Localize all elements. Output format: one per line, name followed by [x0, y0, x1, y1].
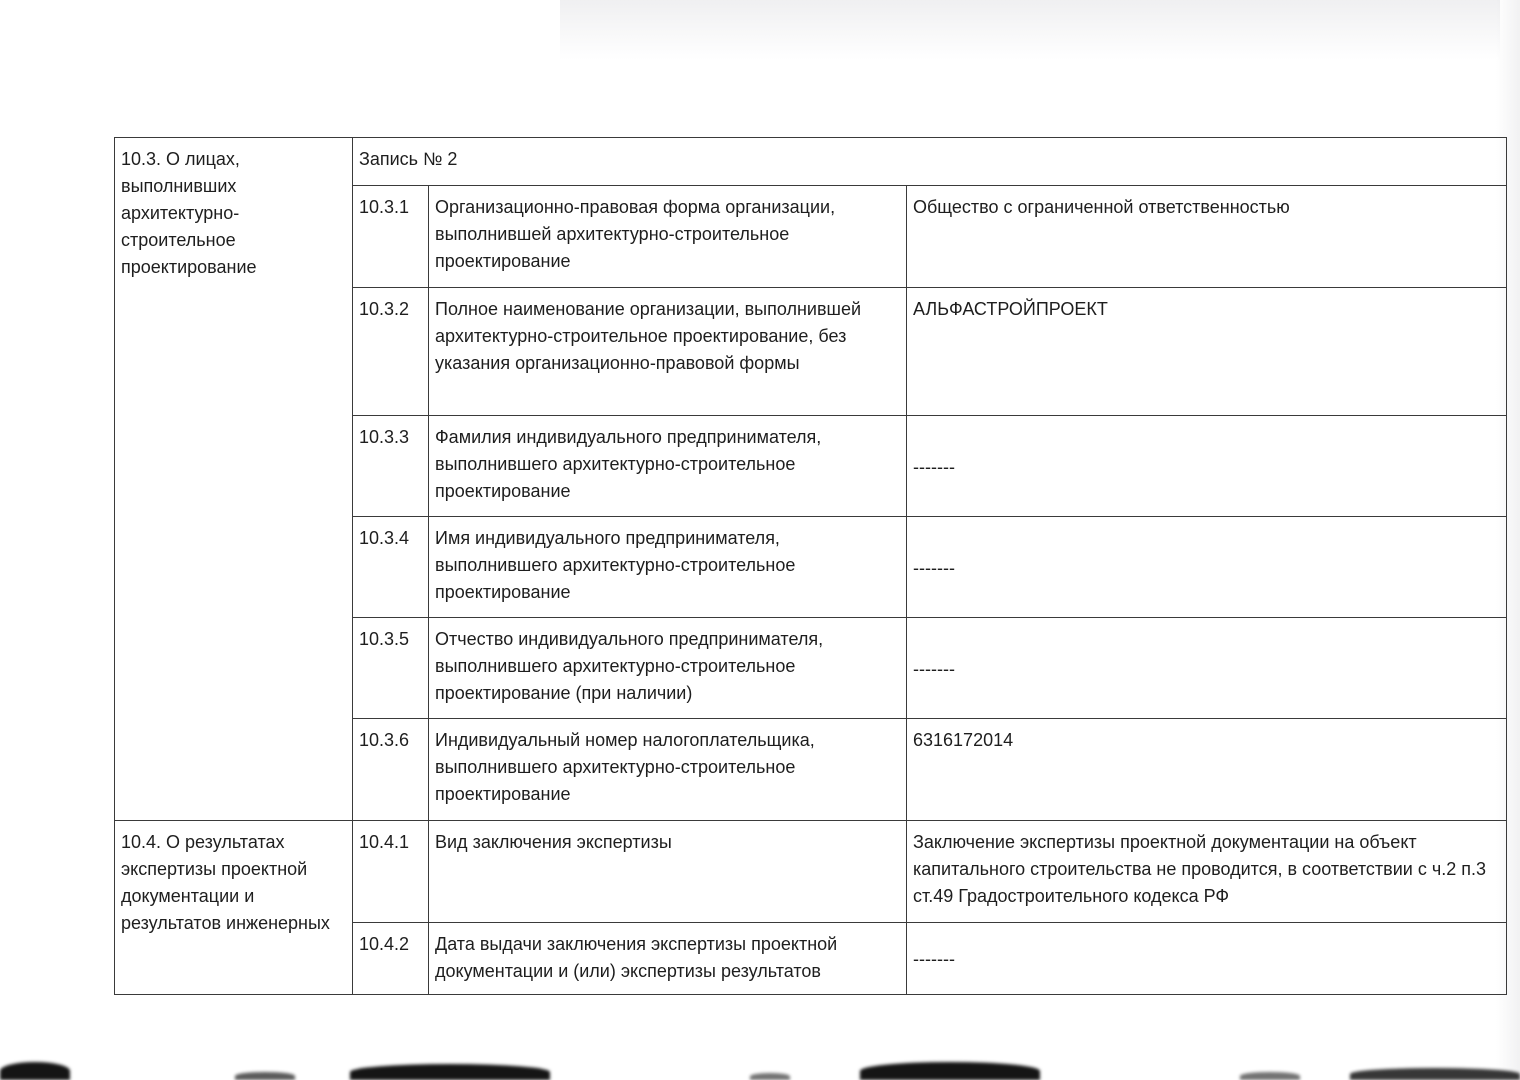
row-number: 10.4.2	[353, 923, 429, 995]
table-row	[115, 821, 1507, 923]
row-number: 10.3.1	[353, 186, 429, 288]
row-number: 10.3.4	[353, 517, 429, 618]
scan-smudge	[1240, 1072, 1300, 1080]
row-number: 10.4.1	[353, 821, 429, 923]
row-label: Полное наименование организации, выполнившей архитектурно-строительное проектирование, без указания организационно-правовой формы	[429, 288, 907, 416]
scan-smudge	[235, 1072, 295, 1080]
scan-smudge	[860, 1062, 1040, 1080]
row-number: 10.3.6	[353, 719, 429, 821]
section-title-10-4: 10.4. О результатах экспертизы проектной документации и результатов инженерных	[115, 821, 353, 995]
row-value: -------	[907, 416, 1507, 517]
row-value: АЛЬФАСТРОЙПРОЕКТ	[907, 288, 1507, 416]
row-value: 6316172014	[907, 719, 1507, 821]
row-value: -------	[907, 923, 1507, 995]
row-label: Фамилия индивидуального предпринимателя, выполнившего архитектурно-строительное проектирование	[429, 416, 907, 517]
row-number: 10.3.2	[353, 288, 429, 416]
scan-shadow-top	[560, 0, 1500, 60]
row-value: Общество с ограниченной ответственностью	[907, 186, 1507, 288]
row-label: Имя индивидуального предпринимателя, выполнившего архитектурно-строительное проектирование	[429, 517, 907, 618]
record-label: Запись № 2	[353, 138, 1507, 186]
row-value: -------	[907, 517, 1507, 618]
section-title-10-3: 10.3. О лицах, выполнивших архитектурно-строительное проектирование	[115, 138, 353, 821]
row-label: Дата выдачи заключения экспертизы проектной документации и (или) экспертизы результатов	[429, 923, 907, 995]
row-label: Отчество индивидуального предпринимателя, выполнившего архитектурно-строительное проектирование (при наличии)	[429, 618, 907, 719]
row-value: -------	[907, 618, 1507, 719]
scan-smudge	[750, 1073, 790, 1080]
scan-smudge	[350, 1064, 550, 1080]
row-number: 10.3.3	[353, 416, 429, 517]
row-label: Индивидуальный номер налогоплательщика, выполнившего архитектурно-строительное проектирование	[429, 719, 907, 821]
row-value: Заключение экспертизы проектной документации на объект капитального строительства не проводится, в соответствии с ч.2 п.3 ст.49 Градостроительного кодекса РФ	[907, 821, 1507, 923]
row-number: 10.3.5	[353, 618, 429, 719]
table-row	[115, 138, 1507, 186]
row-label: Вид заключения экспертизы	[429, 821, 907, 923]
registry-table	[114, 137, 1507, 995]
scan-artifacts-bottom	[0, 1048, 1520, 1080]
scan-smudge	[0, 1062, 70, 1080]
scan-smudge	[1350, 1068, 1520, 1080]
row-label: Организационно-правовая форма организации, выполнившей архитектурно-строительное проектирование	[429, 186, 907, 288]
